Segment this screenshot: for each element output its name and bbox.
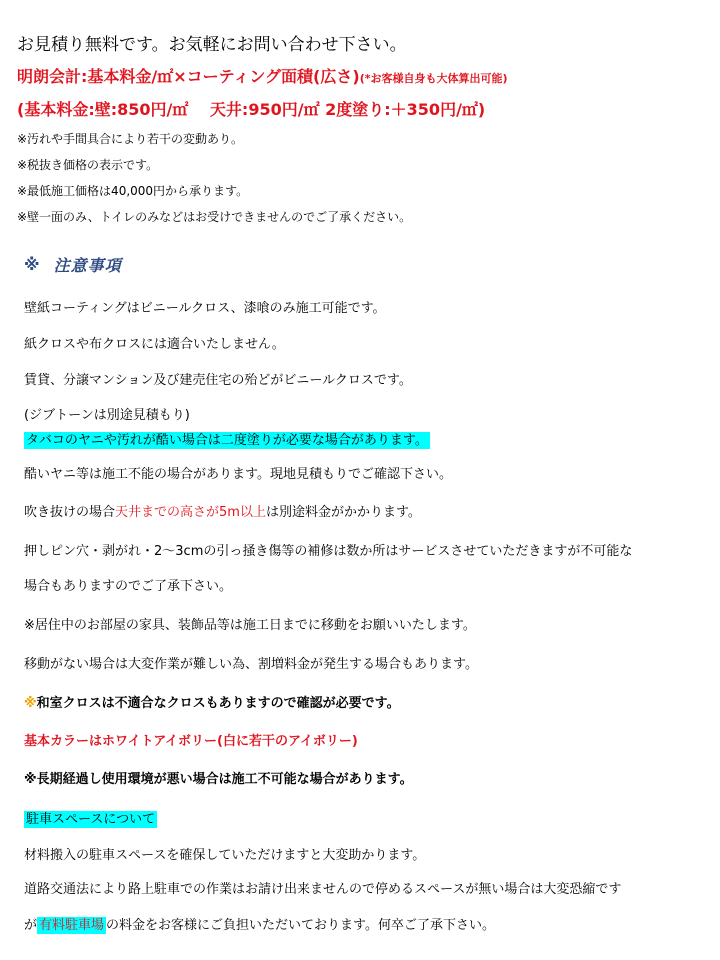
- emphasis-red: 天井までの高さが5m以上: [115, 505, 266, 520]
- caution-line: 酷いヤニ等は施工不能の場合があります。現地見積もりでご確認下さい。: [24, 467, 452, 482]
- parking-line: [24, 914, 495, 933]
- caution-line: (ジブトーンは別途見積もり): [24, 408, 190, 423]
- note-item: ※最低施工価格は40,000円から承ります。: [17, 184, 249, 198]
- caution-title: 注意事項: [53, 256, 122, 275]
- highlight-text: タバコのヤニや汚れが酷い場合は二度塗りが必要な場合があります。: [26, 433, 428, 448]
- base-color-line: 基本カラーはホワイトアイボリー(白に若干のアイボリー): [24, 734, 358, 749]
- caution-line: ※居住中のお部屋の家具、装飾品等は施工日までに移動をお願いいたします。: [24, 618, 476, 633]
- caution-line: 移動がない場合は大変作業が難しい為、割増料金が発生する場合もあります。: [24, 657, 478, 672]
- highlight-text: 駐車スペースについて: [26, 812, 156, 827]
- pricing-formula: [17, 64, 508, 87]
- caution-heading: [24, 253, 122, 276]
- parking-heading: [24, 808, 157, 827]
- line-segment: の料金をお客様にご負担いただいております。何卒ご了承下さい。: [106, 918, 495, 933]
- parking-line: 材料搬入の駐車スペースを確保していただけますと大変助かります。: [24, 848, 426, 863]
- caution-mark-icon: ※: [24, 255, 40, 274]
- pricing-base-rates: (基本料金:壁:850円/㎡ 天井:950円/㎡ 2度塗り:＋350円/㎡): [17, 100, 486, 119]
- line-segment: が: [24, 918, 38, 933]
- intro-text: お見積り無料です。お気軽にお問い合わせ下さい。: [17, 35, 407, 55]
- caution-line: [24, 501, 421, 520]
- pricing-formula-note: (*お客様自身も大体算出可能): [359, 72, 508, 85]
- caution-line: ※長期経過し使用環境が悪い場合は施工不可能な場合があります。: [24, 772, 413, 787]
- line-segment: は別途料金がかかります。: [265, 505, 421, 520]
- caution-line-highlighted: [24, 429, 430, 448]
- caution-line: 紙クロスや布クロスには適合いたしません。: [24, 337, 285, 352]
- parking-line: 道路交通法により路上駐車での作業はお請け出来ませんので停めるスペースが無い場合は大変恐縮です: [24, 882, 622, 897]
- caution-line: 賃貸、分譲マンション及び建売住宅の殆どがビニールクロスです。: [24, 373, 412, 388]
- emphasis-paid-parking: 有料駐車場: [39, 918, 105, 933]
- line-segment: 和室クロスは不適合なクロスもありますので確認が必要です。: [36, 696, 400, 711]
- caution-line: 押しピン穴・剥がれ・2～3cmの引っ掻き傷等の補修は数か所はサービスさせていただきますが不可能な: [24, 544, 633, 559]
- note-item: ※税抜き価格の表示です。: [17, 158, 159, 172]
- caution-line: [24, 692, 400, 711]
- caution-line: 場合もありますのでご了承下さい。: [24, 579, 233, 594]
- pricing-formula-main: 明朗会計:基本料金/㎡×コーティング面積(広さ): [17, 67, 360, 86]
- note-item: ※汚れや手間具合により若干の変動あり。: [17, 132, 244, 146]
- asterisk-mark: ※: [24, 696, 37, 711]
- note-item: ※壁一面のみ、トイレのみなどはお受けできませんのでご了承ください。: [17, 210, 412, 224]
- line-segment: 吹き抜けの場合: [24, 505, 116, 520]
- caution-line: 壁紙コーティングはビニールクロス、漆喰のみ施工可能です。: [24, 301, 386, 316]
